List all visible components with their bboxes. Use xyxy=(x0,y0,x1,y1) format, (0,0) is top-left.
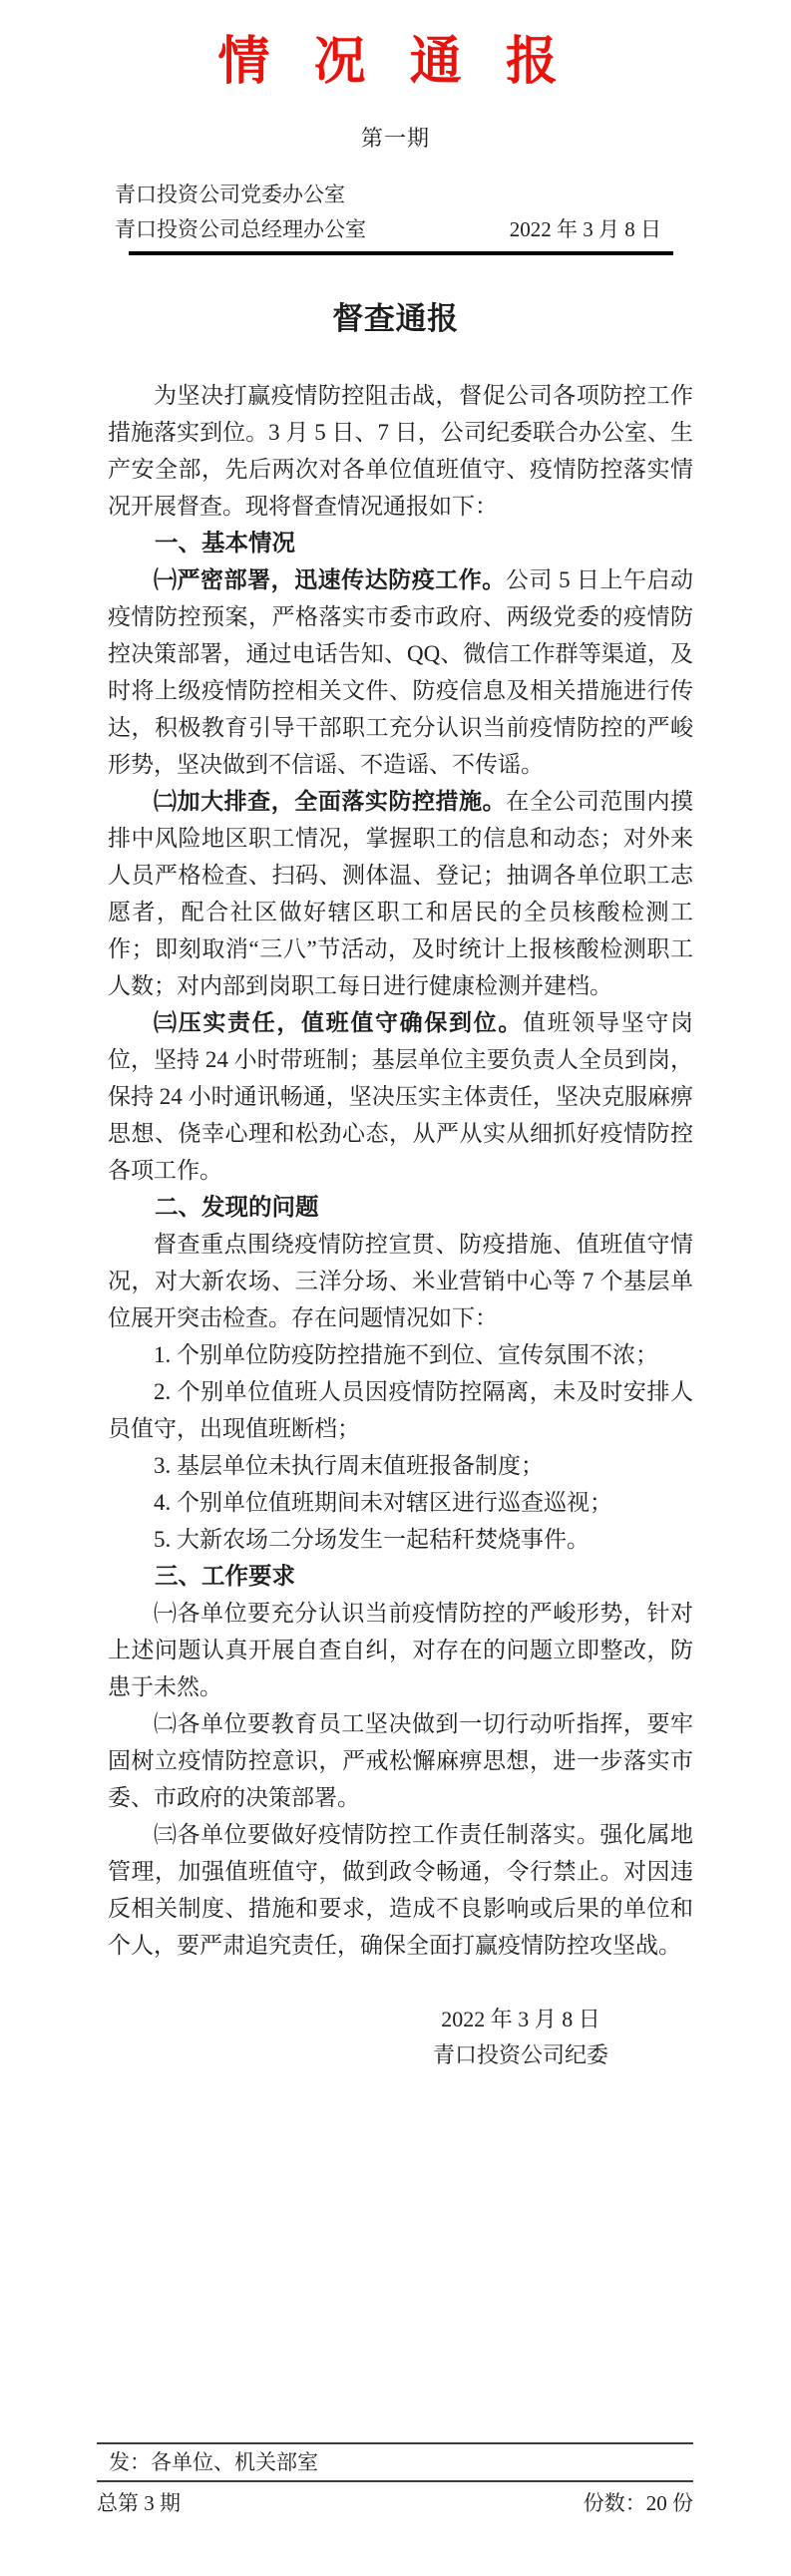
problem-item-5: 5. 大新农场二分场发生一起秸秆焚烧事件。 xyxy=(154,1527,590,1552)
section1-item-2 xyxy=(108,783,693,1004)
section1-item-2-lead: ㈡加大排查，全面落实防控措施。 xyxy=(154,789,507,814)
section3-paragraph-3: ㈢各单位要做好疫情防控工作责任制落实。强化属地管理，加强值班值守，做到政令畅通，令行禁止。对因违反相关制度、措施和要求，造成不良影响或后果的单位和个人，要严肃追究责任，确保全面打赢疫情防控攻坚战。 xyxy=(108,1822,693,1958)
signature-block xyxy=(351,2002,690,2073)
footer-bottom-row xyxy=(97,2482,693,2516)
problem-item-1: 1. 个别单位防疫防控措施不到位、宣传氛围不浓； xyxy=(154,1342,658,1367)
header-row xyxy=(115,212,693,247)
section-heading-1: 一、基本情况 xyxy=(155,530,295,555)
problem-item-3: 3. 基层单位未执行周末值班报备制度； xyxy=(154,1453,544,1478)
section1-item-1-text: 公司 5 日上午启动疫情防控预案，严格落实市委市政府、两级党委的疫情防控决策部署，通过电话告知、QQ、微信工作群等渠道，及时将上级疫情防控相关文件、防疫信息及相关措施进行传达，积极教育引导干部职工充分认识当前疫情防控的严峻形势，坚决做到不信谣、不造谣、不传谣。 xyxy=(108,567,694,777)
section-heading-2: 二、发现的问题 xyxy=(155,1194,319,1220)
problem-item-2: 2. 个别单位值班人员因疫情防控隔离，未及时安排人员值守，出现值班断档； xyxy=(108,1379,693,1441)
problem-item-4: 4. 个别单位值班期间未对辖区进行巡查巡视； xyxy=(154,1490,612,1515)
section3-paragraph-2: ㈡各单位要教育员工坚决做到一切行动听指挥，要牢固树立疫情防控意识，严戒松懈麻痹思想，进一步落实市委、市政府的决策部署。 xyxy=(108,1711,693,1810)
signature-org: 青口投资公司纪委 xyxy=(432,2042,608,2067)
issue-number: 第一期 xyxy=(360,126,431,151)
section1-item-1 xyxy=(108,561,693,783)
section-heading-3: 三、工作要求 xyxy=(155,1563,295,1589)
section1-item-3-lead: ㈢压实责任，值班值守确保到位。 xyxy=(154,1010,523,1035)
issuing-office-2: 青口投资公司总经理办公室 xyxy=(115,217,366,241)
signature-date: 2022 年 3 月 8 日 xyxy=(441,2007,600,2031)
section3-paragraph-1: ㈠各单位要充分认识当前疫情防控的严峻形势，针对上述问题认真开展自查自纠，对存在的问题立即整改，防患于未然。 xyxy=(108,1601,693,1699)
document-title: 情 况 通 报 xyxy=(217,34,574,91)
issue-total: 总第 3 期 xyxy=(97,2491,181,2515)
section1-item-3 xyxy=(108,1004,693,1189)
report-heading: 督查通报 xyxy=(332,301,459,336)
document-body xyxy=(108,377,693,1964)
document-footer xyxy=(97,2442,693,2516)
intro-paragraph: 为坚决打赢疫情防控阻击战，督促公司各项防控工作措施落实到位。3 月 5 日、7 日，公司纪委联合办公室、生产安全部，先后两次对各单位值班值守、疫情防控落实情况开展督查。现将督查情况通报如下： xyxy=(108,383,693,519)
section1-item-1-lead: ㈠严密部署，迅速传达防疫工作。 xyxy=(154,567,506,592)
copies-count: 份数：20 份 xyxy=(583,2491,693,2515)
header-date: 2022 年 3 月 8 日 xyxy=(509,217,661,241)
issuing-office-1: 青口投资公司党委办公室 xyxy=(115,183,345,206)
document-header xyxy=(115,178,693,247)
section1-item-2-text: 在全公司范围内摸排中风险地区职工情况，掌握职工的信息和动态；对外来人员严格检查、扫码、测体温、登记；抽调各单位职工志愿者，配合社区做好辖区职工和居民的全员核酸检测工作；即刻取消“三八”节活动，及时统计上报核酸检测职工人数；对内部到岗职工每日进行健康检测并建档。 xyxy=(108,789,694,998)
section2-intro: 督查重点围绕疫情防控宣贯、防疫措施、值班值守情况，对大新农场、三洋分场、米业营销中心等 7 个基层单位展开突击检查。存在问题情况如下： xyxy=(108,1232,693,1330)
section1-item-3-text: 值班领导坚守岗位，坚持 24 小时带班制；基层单位主要负责人全员到岗，保持 24 小时通讯畅通，坚决压实主体责任，坚决克服麻痹思想、侥幸心理和松劲心态，从严从实从细抓好疫情防控各项工作。 xyxy=(108,1010,694,1183)
header-divider xyxy=(129,251,673,255)
distribution-line: 发：各单位、机关部室 xyxy=(109,2450,318,2474)
